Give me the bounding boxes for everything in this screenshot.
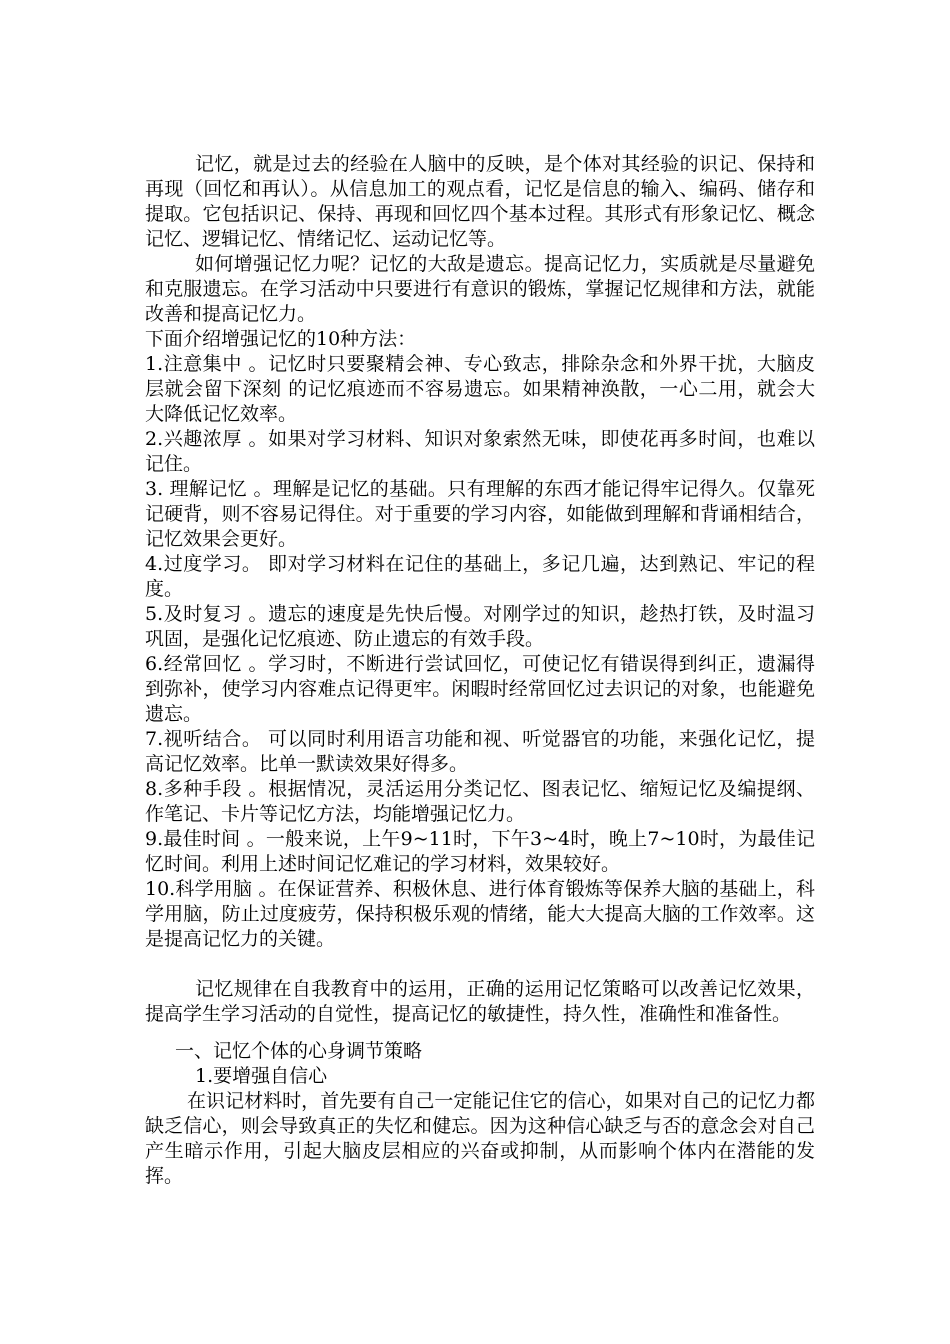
method-item-10 xyxy=(145,877,815,952)
method-text: 遗忘的速度是先快后慢。对刚学过的知识，趁热打铁，及时温习巩固，是强化记忆痕迹、防止遗忘的有效手段。 xyxy=(145,603,815,650)
section2-paragraph: 记忆规律在自我教育中的运用，正确的运用记忆策略可以改善记忆效果，提高学生学习活动的自觉性，提高记忆的敏捷性，持久性，准确性和准备性。 xyxy=(145,978,815,1025)
method-text: 理解是记忆的基础。只有理解的东西才能记得牢记得久。仅靠死记硬背，则不容易记得住。对于重要的学习内容，如能做到理解和背诵相结合，记忆效果会更好。 xyxy=(145,478,815,550)
method-item-8 xyxy=(145,777,815,827)
method-title: 理解记忆 。 xyxy=(163,478,273,500)
method-number: 6. xyxy=(145,653,164,675)
method-number: 4. xyxy=(145,553,164,575)
method-title: 视听结合。 xyxy=(163,728,262,750)
method-item-5 xyxy=(145,602,815,652)
method-text: 可以同时利用语言功能和视、听觉器官的功能，来强化记忆，提高记忆效率。比单一默读效果好得多。 xyxy=(145,728,815,775)
method-title: 经常回忆 。 xyxy=(163,653,269,675)
method-title: 科学用脑 。 xyxy=(175,878,278,900)
method-number: 2. xyxy=(145,428,164,450)
method-item-4 xyxy=(145,552,815,602)
paragraph-gap xyxy=(145,1027,815,1039)
method-item-1 xyxy=(145,352,815,427)
intro-paragraph-2: 如何增强记忆力呢？记忆的大敌是遗忘。提高记忆力，实质就是尽量避免和克服遗忘。在学习活动中只要进行有意识的锻炼，掌握记忆规律和方法，就能改善和提高记忆力。 xyxy=(145,253,815,325)
method-title: 及时复习 。 xyxy=(163,603,269,625)
method-text: 学习时，不断进行尝试回忆，可使记忆有错误得到纠正，遗漏得到弥补，使学习内容难点记得更牢。闲暇时经常回忆过去识记的对象，也能避免遗忘。 xyxy=(145,653,815,725)
method-number: 1. xyxy=(145,353,164,375)
method-number: 7. xyxy=(145,728,164,750)
method-title: 注意集中 。 xyxy=(163,353,269,375)
method-title: 多种手段 。 xyxy=(163,778,269,800)
method-text: 根据情况，灵活运用分类记忆、图表记忆、缩短记忆及编提纲、作笔记、卡片等记忆方法，均能增强记忆力。 xyxy=(145,778,815,825)
method-title: 兴趣浓厚 。 xyxy=(163,428,269,450)
section-subheading: 1.要增强自信心 xyxy=(195,1065,328,1087)
method-title: 最佳时间 。 xyxy=(163,828,266,850)
intro-paragraph-1: 记忆，就是过去的经验在人脑中的反映，是个体对其经验的识记、保持和再现（回忆和再认）。从信息加工的观点看，记忆是信息的输入、编码、储存和提取。它包括识记、保持、再现和回忆四个基本过程。其形式有形象记忆、概念记忆、逻辑记忆、情绪记忆、运动记忆等。 xyxy=(145,153,815,250)
method-title: 过度学习。 xyxy=(163,553,262,575)
method-item-2 xyxy=(145,427,815,477)
paragraph-gap xyxy=(145,952,815,977)
document-body xyxy=(145,152,815,1189)
section-heading: 一、记忆个体的心身调节策略 xyxy=(175,1040,423,1062)
method-text: 在保证营养、积极休息、进行体育锻炼等保养大脑的基础上，科学用脑，防止过度疲劳，保持积极乐观的情绪，能大大提高大脑的工作效率。这是提高记忆力的关键。 xyxy=(145,878,815,950)
method-number: 3. xyxy=(145,478,164,500)
method-text: 即对学习材料在记住的基础上，多记几遍，达到熟记、牢记的程度。 xyxy=(145,553,815,600)
method-number: 10. xyxy=(145,878,176,900)
method-number: 5. xyxy=(145,603,164,625)
method-text: 记忆时只要聚精会神、专心致志，排除杂念和外界干扰，大脑皮层就会留下深刻 的记忆痕迹而不容易遗忘。如果精神涣散，一心二用，就会大大降低记忆效率。 xyxy=(145,353,815,425)
section-body-paragraph: 在识记材料时，首先要有自己一定能记住它的信心，如果对自己的记忆力都缺乏信心，则会导致真正的失忆和健忘。因为这种信心缺乏与否的意念会对自己产生暗示作用，引起大脑皮层相应的兴奋或抑制，从而影响个体内在潜能的发挥。 xyxy=(145,1090,815,1187)
method-item-7 xyxy=(145,727,815,777)
method-number: 9. xyxy=(145,828,164,850)
method-item-3 xyxy=(145,477,815,552)
method-text: 如果对学习材料、知识对象索然无味，即使花再多时间，也难以记住。 xyxy=(145,428,815,475)
method-number: 8. xyxy=(145,778,164,800)
method-item-9 xyxy=(145,827,815,877)
methods-intro: 下面介绍增强记忆的10种方法： xyxy=(145,328,417,350)
method-item-6 xyxy=(145,652,815,727)
method-text: 一般来说，上午9~11时，下午3~4时，晚上7~10时，为最佳记忆时间。利用上述时间记忆难记的学习材料，效果较好。 xyxy=(145,828,816,875)
